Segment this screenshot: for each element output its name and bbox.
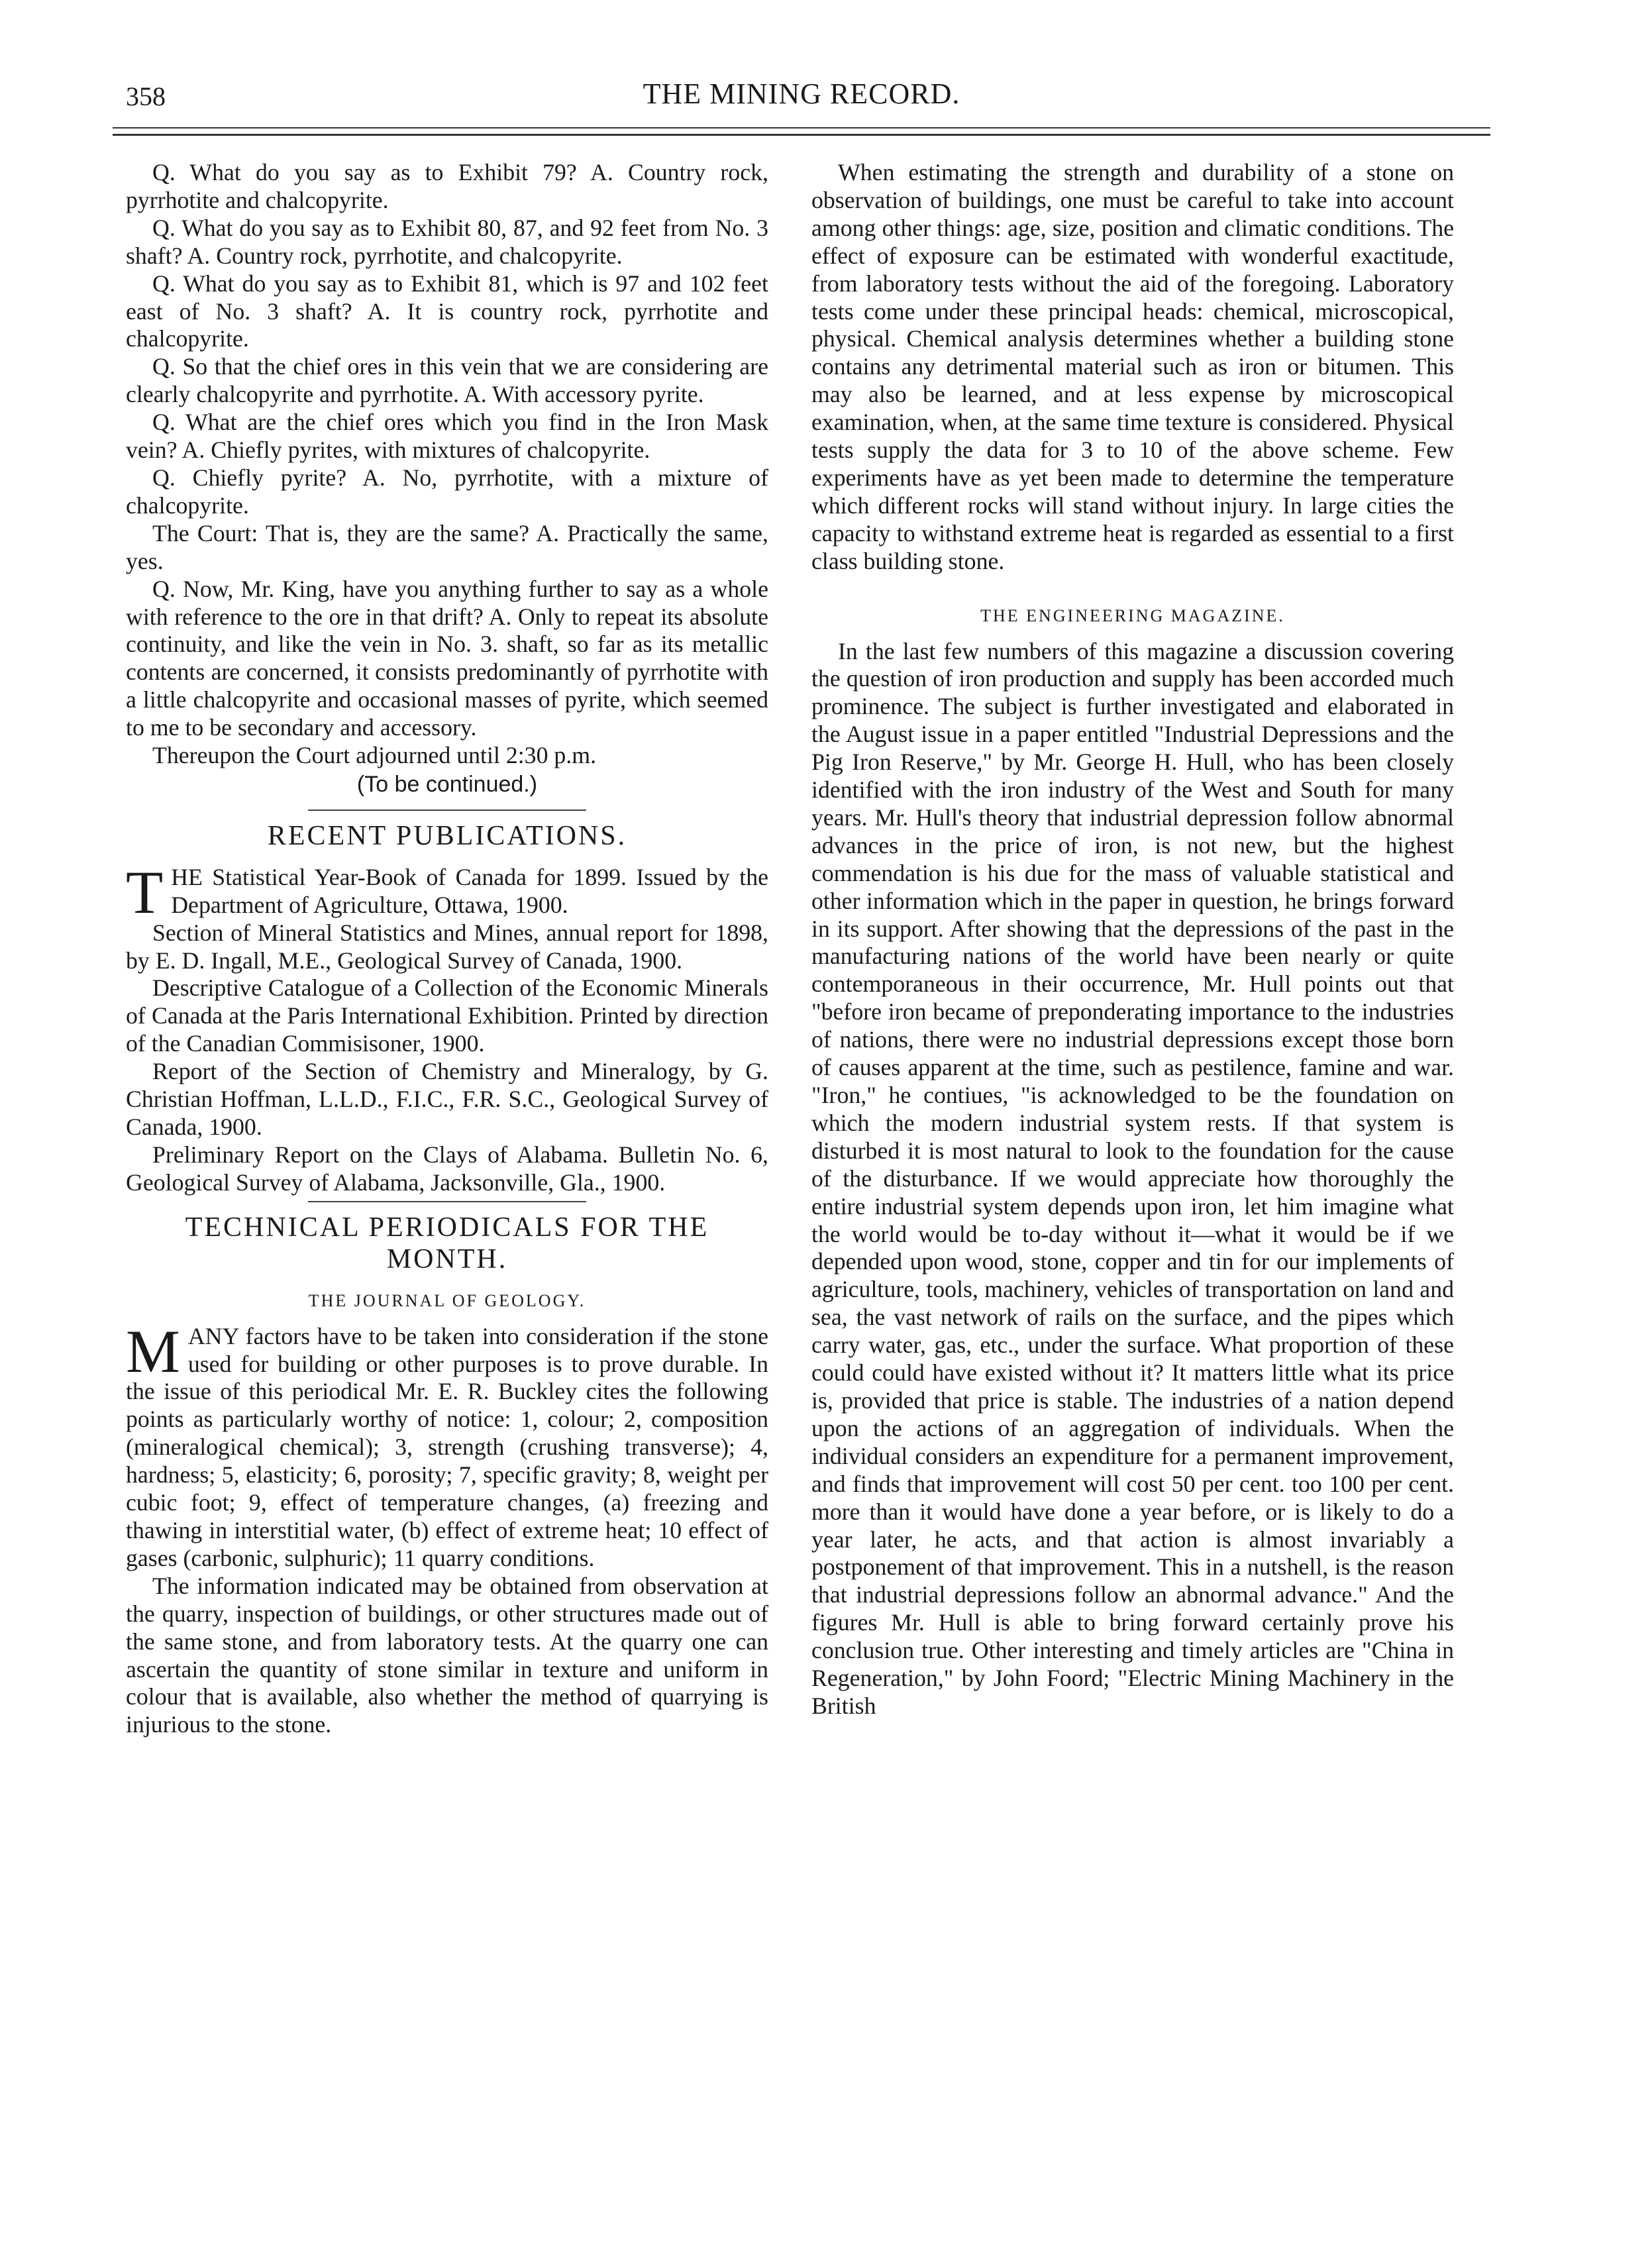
running-title: THE MINING RECORD. [643, 78, 960, 110]
qa-paragraph: Q. What do you say as to Exhibit 81, which is 97 and 102 feet east of No. 3 shaft? A. It is country rock, pyrrhotite and chalcopyrite. [126, 270, 768, 352]
qa-paragraph: The Court: That is, they are the same? A. Practically the same, yes. [126, 519, 768, 574]
publication-entry: Preliminary Report on the Clays of Alabama. Bulletin No. 6, Geological Survey of Alabama, Jacksonville, Gla., 1900. [126, 1141, 768, 1196]
section-divider [308, 809, 586, 811]
section-divider [308, 1201, 586, 1202]
publication-entry-text: HE Statistical Year-Book of Canada for 1899. Issued by the Department of Agriculture, Ottawa, 1900. [171, 863, 768, 918]
publication-entry [126, 858, 768, 926]
technical-periodicals-heading: TECHNICAL PERIODICALS FOR THE MONTH. [185, 1212, 709, 1275]
journal-of-geology-subheading: THE JOURNAL OF GEOLOGY. [308, 1290, 586, 1310]
header-rule [113, 127, 1490, 129]
publication-entry: Descriptive Catalogue of a Collection of the Economic Minerals of Canada at the Paris International Exhibition. Printed by direction of the Canadian Commisisoner, 1900. [126, 974, 768, 1057]
publication-entry: Section of Mineral Statistics and Mines, annual report for 1898, by E. D. Ingall, M.E., Geological Survey of Canada, 1900. [126, 919, 768, 974]
adjournment-line: Thereupon the Court adjourned until 2:30 p.m. [152, 742, 597, 769]
article-paragraph [126, 1317, 768, 1573]
article-paragraph: When estimating the strength and durability of a stone on observation of buildings, one must be careful to take into account among other things: age, size, position and climatic conditions. The effect of exposure can be estimated with wonderful exactitude, from laboratory tests without the aid of the foregoing. Laboratory tests come under these principal heads: chemical, microscopical, physical. Chemical analysis determines whether a building stone contains any detrimental material such as iron or bitumen. This may also be learned, and at less expense by microscopical examination, when, at the same time texture is considered. Physical tests supply the data for 3 to 10 of the above scheme. Few experiments have as yet been made to determine the temperature which different rocks will stand without injury. In large cities the capacity to withstand extreme heat is regarded as essential to a first class building stone. [811, 159, 1454, 574]
qa-paragraph: Q. What are the chief ores which you find in the Iron Mask vein? A. Chiefly pyrites, with mixtures of chalcopyrite. [126, 409, 768, 464]
qa-paragraph: Q. Chiefly pyrite? A. No, pyrrhotite, with a mixture of chalcopyrite. [126, 464, 768, 519]
recent-publications-heading: RECENT PUBLICATIONS. [267, 820, 627, 851]
article-paragraph: In the last few numbers of this magazine a discussion covering the question of iron production and supply has been accorded much prominence. The subject is further investigated and elaborated in the August issue in a paper entitled "Industrial Depressions and the Pig Iron Reserve," by Mr. George H. Hull, who has been closely identified with the iron industry of the West and South for many years. Mr. Hull's theory that industrial depression follow abnormal advances in the price of iron, is not new, but the highest commendation is his due for the mass of valuable statistical and other information which in the paper in question, he brings forward in its support. After showing that the depressions of the past in the manufacturing nations of the world have been nearly or quite contemporaneous in their occurrence, Mr. Hull points out that "before iron became of preponderating importance to the industries of nations, there were no industrial depressions except those born of causes apparent at the time, such as pestilence, famine and war. "Iron," he contiues, "is acknowledged to be the foundation on which the modern industrial system rests. If that system is disturbed it is most natural to look to the foundation for the cause of the disturbance. If we would appreciate how thoroughly the entire industrial system depends upon iron, let him imagine what the world would be to-day without it—what it would be if we depended upon wood, stone, copper and tin for our implements of agriculture, tools, machinery, vehicles of transportation on land and sea, the vast network of rails on the surface, and the pipes which carry water, gas, etc., under the surface. What proportion of these could could have existed without it? It matters little what its price is, provided that price is stable. The industries of a nation depend upon the actions of an aggregation of individuals. When the individual considers an expenditure for a permanent improvement, and finds that improvement will cost 50 per cent. too 100 per cent. more than it would have done a year before, or is likely to do a year later, he acts, and that action is almost invariably a postponement of that improvement. This in a nutshell, is the reason that industrial depressions follow an abnormal advance." And the figures Mr. Hull is able to bring forward certainly prove his conclusion true. Other interesting and timely articles are "China in Regeneration," by John Foord; "Electric Mining Machinery in the British [811, 637, 1454, 1719]
page-number: 358 [126, 81, 166, 111]
spacer [811, 576, 1454, 598]
article-paragraph-text: ANY factors have to be taken into consideration if the stone used for building or other purposes is to prove durable. In the issue of this periodical Mr. E. R. Buckley cites the following points as particularly worthy of notice: 1, colour; 2, composition (mineralogical chemical); 3, strength (crushing transverse); 4, hardness; 5, elasticity; 6, porosity; 7, specific gravity; 8, weight per cubic foot; 9, effect of temperature changes, (a) freezing and thawing in interstitial water, (b) effect of extreme heat; 10 effect of gases (carbonic, sulphuric); 11 quarry conditions. [126, 1322, 768, 1571]
qa-paragraph: Q. What do you say as to Exhibit 80, 87, and 92 feet from No. 3 shaft? A. Country rock, pyrrhotite, and chalcopyrite. [126, 214, 768, 269]
drop-cap-letter: T [126, 858, 164, 926]
right-column [811, 159, 1454, 1720]
page-header [113, 74, 1490, 127]
engineering-magazine-subheading: THE ENGINEERING MAGAZINE. [980, 605, 1285, 625]
header-rule-thick [113, 134, 1490, 136]
qa-paragraph: Q. So that the chief ores in this vein that we are considering are clearly chalcopyrite and pyrrhotite. A. With accessory pyrite. [126, 353, 768, 408]
drop-cap-letter: M [126, 1317, 180, 1385]
left-column [126, 159, 768, 1739]
continued-note: (To be continued.) [356, 771, 538, 797]
qa-paragraph: Q. Now, Mr. King, have you anything further to say as a whole with reference to the ore in that drift? A. Only to repeat its absolute continuity, and like the vein in No. 3. shaft, so far as its metallic contents are concerned, it consists predominantly of pyrrhotite with a little chalcopyrite and occasional masses of pyrite, which seemed to me to be secondary and accessory. [126, 575, 768, 741]
article-paragraph: The information indicated may be obtained from observation at the quarry, inspection of buildings, or other structures made out of the same stone, and from laboratory tests. At the quarry one can ascertain the quantity of stone similar in texture and uniform in colour that is available, also whether the method of quarrying is injurious to the stone. [126, 1572, 768, 1738]
publication-entry: Report of the Section of Chemistry and Mineralogy, by G. Christian Hoffman, L.L.D., F.I.C., F.R. S.C., Geological Survey of Canada, 1900. [126, 1058, 768, 1140]
qa-paragraph: Q. What do you say as to Exhibit 79? A. Country rock, pyrrhotite and chalcopyrite. [126, 159, 768, 213]
